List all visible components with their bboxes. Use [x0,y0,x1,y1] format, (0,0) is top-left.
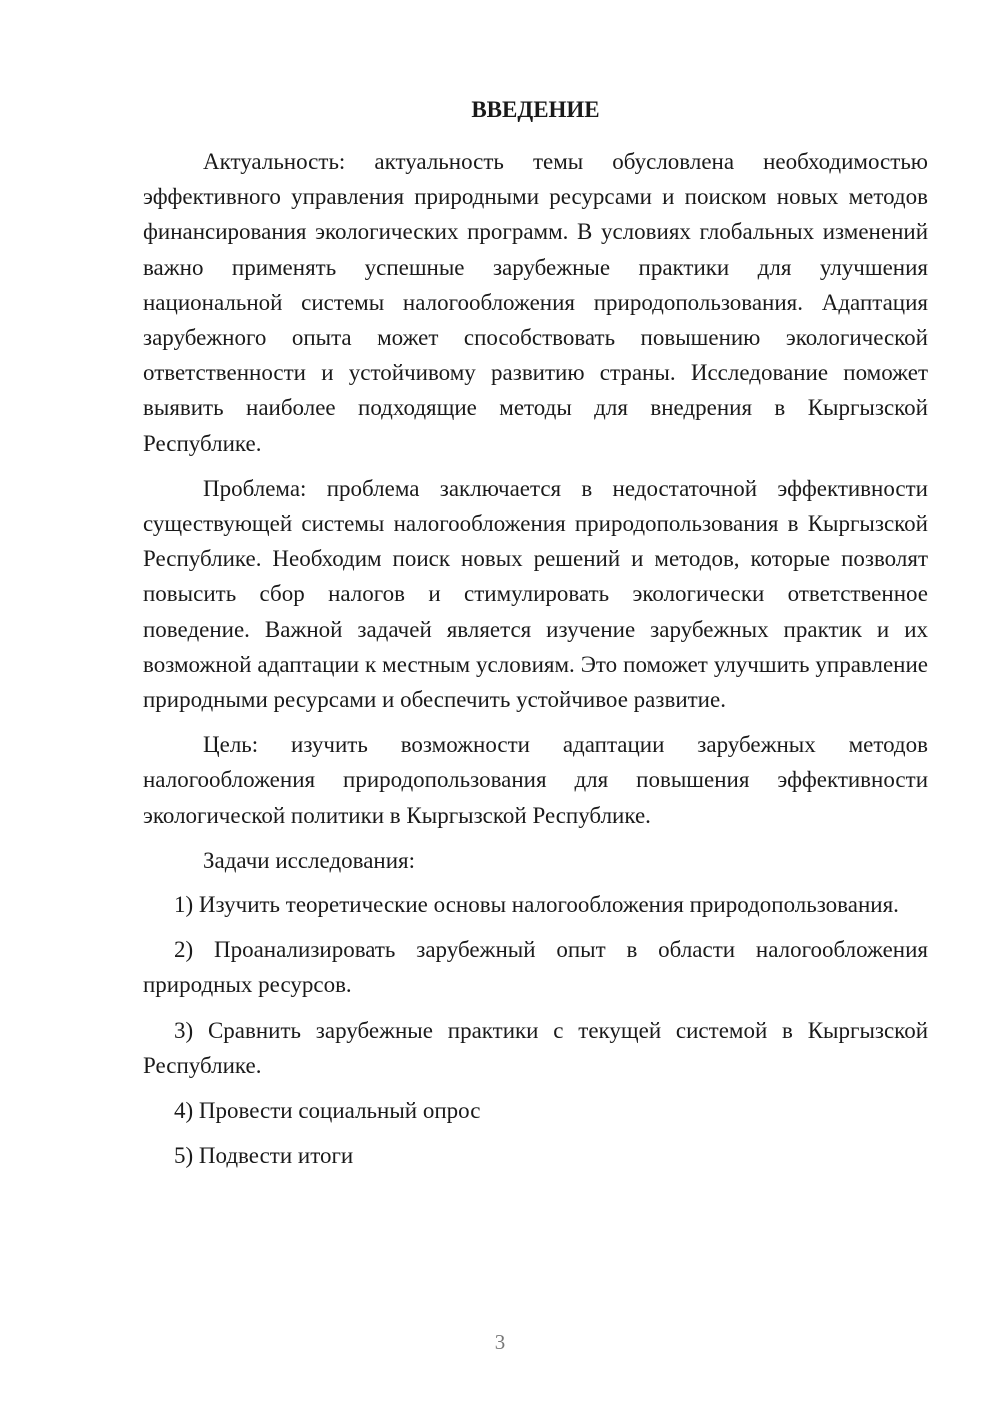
tasks-list [143,887,928,1173]
document-heading: ВВЕДЕНИЕ [471,97,600,122]
problem-paragraph: Проблема: проблема заключается в недостаточной эффективности существующей системы налогообложения природопользования в Кыргызской Республике. Необходим поиск новых решений и методов, которые позволят повысить сбор налогов и стимулировать экологически ответственное поведение. Важной задачей является изучение зарубежных практик и их возможной адаптации к местным условиям. Это поможет улучшить управление природными ресурсами и обеспечить устойчивое развитие. [143,475,928,713]
task-item: 1) Изучить теоретические основы налогообложения природопользования. [174,892,899,918]
document-page [143,92,928,1183]
task-item: 4) Провести социальный опрос [174,1098,481,1124]
task-item: 5) Подвести итоги [174,1143,354,1169]
tasks-heading: Задачи исследования: [203,847,416,873]
task-item: 2) Проанализировать зарубежный опыт в области налогообложения природных ресурсов. [143,937,928,998]
goal-paragraph: Цель: изучить возможности адаптации зарубежных методов налогообложения природопользования для повышения эффективности экологической политики в Кыргызской Республике. [143,732,928,828]
task-item: 3) Сравнить зарубежные практики с текущей системой в Кыргызской Республике. [143,1017,928,1078]
relevance-paragraph: Актуальность: актуальность темы обусловлена необходимостью эффективного управления природными ресурсами и поиском новых методов финансирования экологических программ. В условиях глобальных изменений важно применять успешные зарубежные практики для улучшения национальной системы налогообложения природопользования. Адаптация зарубежного опыта может способствовать повышению экологической ответственности и устойчивому развитию страны. Исследование поможет выявить наиболее подходящие методы для внедрения в Кыргызской Республике. [143,149,928,456]
page-number: 3 [494,1330,506,1354]
